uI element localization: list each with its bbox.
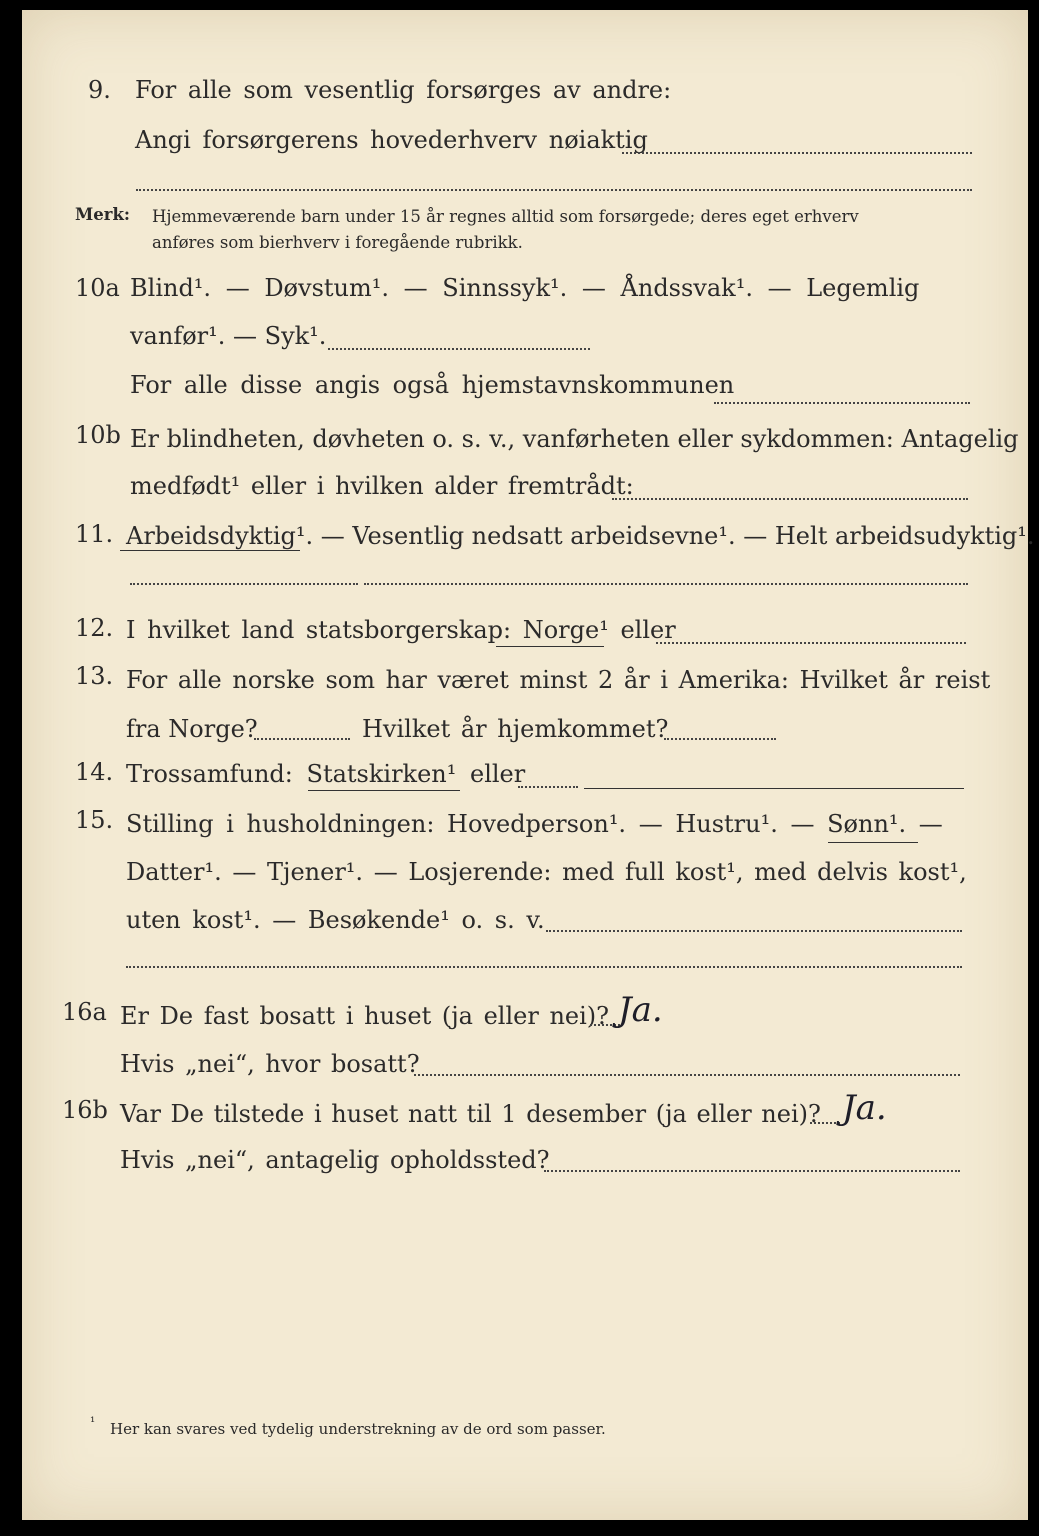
- q16b-opholdssted-line: [544, 1170, 960, 1172]
- q16b-line2: Hvis „nei“, antagelig opholdssted?: [120, 1146, 550, 1174]
- q13-reist-line: [254, 738, 350, 740]
- footnote-marker: ¹: [90, 1415, 96, 1430]
- q15-line3: uten kost¹. — Besøkende¹ o. s. v.: [126, 906, 545, 934]
- q16a-line1: Er De fast bosatt i huset (ja eller nei)?: [120, 1002, 610, 1030]
- q11-answer-line: [130, 583, 358, 585]
- q10a-answer-line: [714, 402, 970, 404]
- merk-line2: anføres som bierhverv i foregående rubrikk.: [152, 233, 523, 252]
- merk-line1: Hjemmeværende barn under 15 år regnes alltid som forsørgede; deres eget erhverv: [152, 207, 859, 226]
- q10a-line3: For alle disse angis også hjemstavnskommunen: [130, 371, 735, 399]
- q9-answer-line: [622, 152, 972, 154]
- q11-text: Arbeidsdyktig¹. — Vesentlig nedsatt arbeidsevne¹. — Helt arbeidsudyktig¹.: [126, 522, 1035, 550]
- q10b-line2: medfødt¹ eller i hvilken alder fremtrådt:: [130, 472, 634, 500]
- q16a-line2: Hvis „nei“, hvor bosatt?: [120, 1050, 420, 1078]
- q9-answer-line-2: [136, 189, 972, 191]
- q16a-handwritten-answer: Ja.: [618, 990, 663, 1030]
- q9-line2: Angi forsørgerens hovederhverv nøiaktig: [135, 126, 648, 154]
- q10b-number: 10b: [75, 421, 121, 449]
- q16a-number: 16a: [62, 998, 107, 1026]
- q15-answer-line-2: [126, 966, 962, 968]
- q15-number: 15.: [75, 806, 114, 834]
- q10b-line1: Er blindheten, døvheten o. s. v., vanførheten eller sykdommen: Antagelig: [130, 425, 1019, 453]
- q13-hjemkommet-line: [664, 738, 776, 740]
- q16a-answer-line: [590, 1024, 620, 1026]
- q11-answer-line-2: [364, 583, 968, 585]
- q16b-line1: Var De tilstede i huset natt til 1 desember (ja eller nei)?: [120, 1100, 821, 1128]
- q12-answer-line: [656, 642, 966, 644]
- q15-underline-sonn: [828, 842, 918, 843]
- q10a-syk-line: [328, 348, 590, 350]
- q10b-answer-line: [612, 498, 968, 500]
- q11-underline-arbeidsdyktig: [120, 550, 300, 551]
- q14-underline-statskirken: [308, 790, 460, 791]
- q13-number: 13.: [75, 662, 114, 690]
- q12-underline-norge: [496, 646, 604, 647]
- q14-text: Trossamfund: Statskirken¹ eller: [126, 760, 526, 788]
- q16a-bosatt-line: [414, 1074, 960, 1076]
- q16b-handwritten-answer: Ja.: [842, 1088, 887, 1128]
- q14-answer-line: [518, 786, 578, 788]
- q9-line1: For alle som vesentlig forsørges av andre:: [135, 76, 672, 104]
- q15-answer-line: [546, 930, 962, 932]
- q14-number: 14.: [75, 758, 114, 786]
- q13-line2a: fra Norge?: [126, 715, 258, 743]
- q9-number: 9.: [88, 76, 111, 104]
- q16b-answer-line: [810, 1122, 840, 1124]
- q14-answer-line-2: [584, 788, 964, 789]
- q11-number: 11.: [75, 520, 114, 548]
- merk-label: Merk:: [75, 205, 130, 224]
- q12-text: I hvilket land statsborgerskap: Norge¹ eller: [126, 616, 676, 644]
- q10a-line1: Blind¹. — Døvstum¹. — Sinnssyk¹. — Åndssvak¹. — Legemlig: [130, 274, 920, 302]
- q16b-number: 16b: [62, 1096, 108, 1124]
- q13-line1: For alle norske som har været minst 2 år i Amerika: Hvilket år reist: [126, 666, 991, 694]
- q13-line2b: Hvilket år hjemkommet?: [362, 715, 669, 743]
- footnote-text: Her kan svares ved tydelig understrekning av de ord som passer.: [110, 1420, 606, 1438]
- q10a-line2: vanfør¹. — Syk¹.: [130, 322, 327, 350]
- q12-number: 12.: [75, 614, 114, 642]
- q15-line2: Datter¹. — Tjener¹. — Losjerende: med full kost¹, med delvis kost¹,: [126, 858, 967, 886]
- q15-line1: Stilling i husholdningen: Hovedperson¹. — Hustru¹. — Sønn¹. —: [126, 810, 943, 838]
- q10a-number: 10a: [75, 274, 120, 302]
